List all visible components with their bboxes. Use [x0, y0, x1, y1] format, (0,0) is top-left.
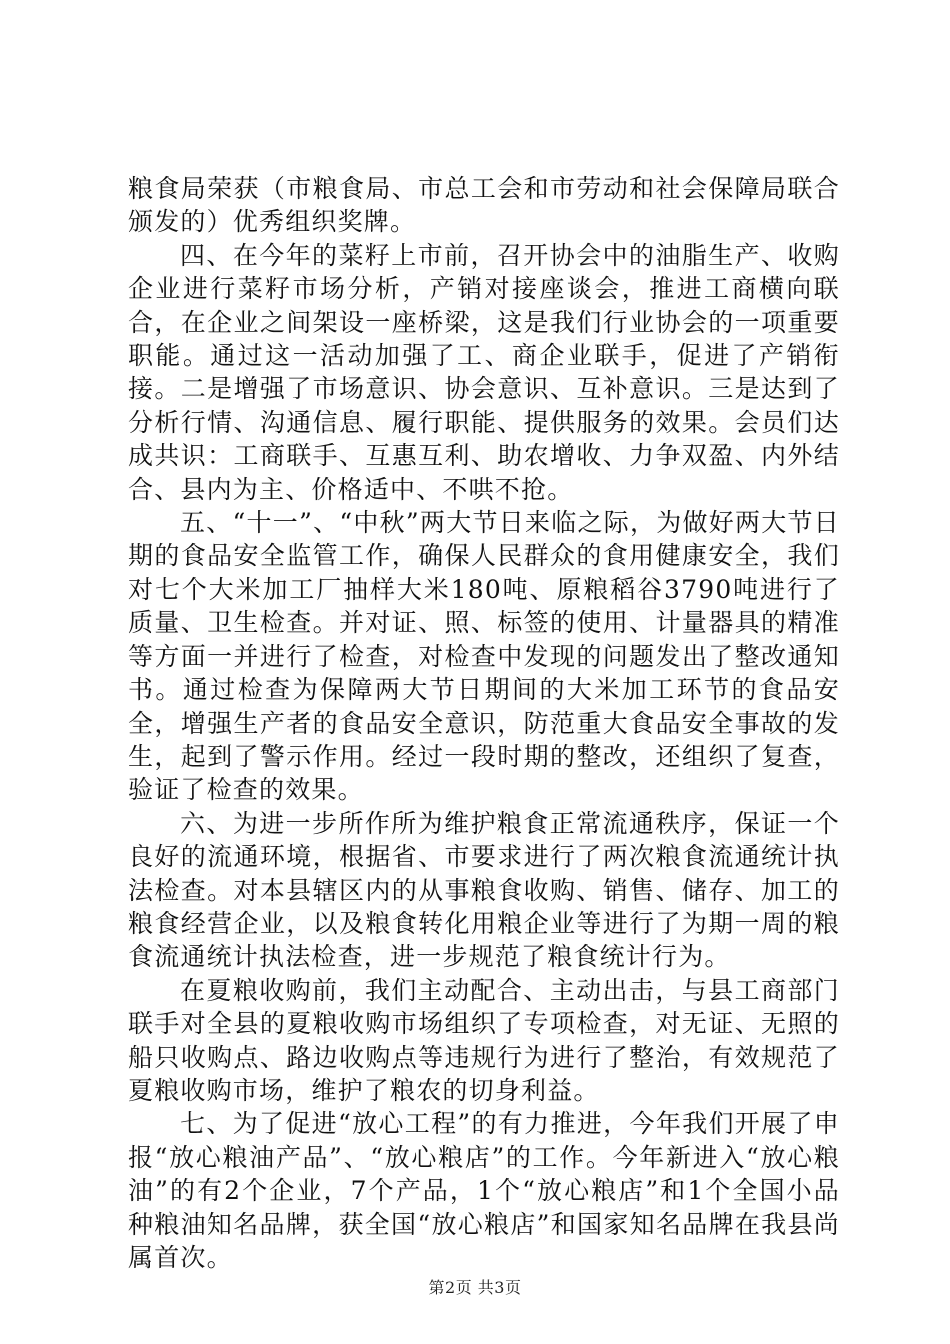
paragraph-summer-grain: 在夏粮收购前，我们主动配合、主动出击，与县工商部门联手对全县的夏粮收购市场组织了专项检查，对无证、无照的船只收购点、路边收购点等违规行为进行了整治，有效规范了夏粮收购市场，维护了粮农的切身利益。: [128, 975, 840, 1105]
paragraph-section-five: 五、“十一”、“中秋”两大节日来临之际，为做好两大节日期的食品安全监管工作，确保人民群众的食用健康安全，我们对七个大米加工厂抽样大米180吨、原粮稻谷3790吨进行了质量、卫生检查。并对证、照、标签的使用、计量器具的精准等方面一并进行了检查，对检查中发现的问题发出了整改通知书。通过检查为保障两大节日期间的大米加工环节的食品安全，增强生产者的食品安全意识，防范重大食品安全事故的发生，起到了警示作用。经过一段时期的整改，还组织了复查，验证了检查的效果。: [128, 508, 840, 805]
document-body: [128, 172, 840, 1274]
paragraph-section-four: 四、在今年的菜籽上市前，召开协会中的油脂生产、收购企业进行菜籽市场分析，产销对接座谈会，推进工商横向联合，在企业之间架设一座桥梁，这是我们行业协会的一项重要职能。通过这一活动加强了工、商企业联手，促进了产销衔接。二是增强了市场意识、协会意识、互补意识。三是达到了分析行情、沟通信息、履行职能、提供服务的效果。会员们达成共识：工商联手、互惠互利、助农增收、力争双盈、内外结合、县内为主、价格适中、不哄不抢。: [128, 240, 840, 504]
paragraph-award: 粮食局荣获（市粮食局、市总工会和市劳动和社会保障局联合颁发的）优秀组织奖牌。: [128, 174, 840, 237]
paragraph-section-seven: 七、为了促进“放心工程”的有力推进，今年我们开展了申报“放心粮油产品”、“放心粮店”的工作。今年新进入“放心粮油”的有2个企业，7个产品，1个“放心粮店”和1个全国小品种粮油知名品牌，获全国“放心粮店”和国家知名品牌在我县尚属首次。: [128, 1109, 840, 1272]
paragraph-section-six: 六、为进一步所作所为维护粮食正常流通秩序，保证一个良好的流通环境，根据省、市要求进行了两次粮食流通统计执法检查。对本县辖区内的从事粮食收购、销售、储存、加工的粮食经营企业，以及粮食转化用粮企业等进行了为期一周的粮食流通统计执法检查，进一步规范了粮食统计行为。: [128, 808, 840, 972]
page-footer: 第2页 共3页: [428, 1278, 522, 1297]
